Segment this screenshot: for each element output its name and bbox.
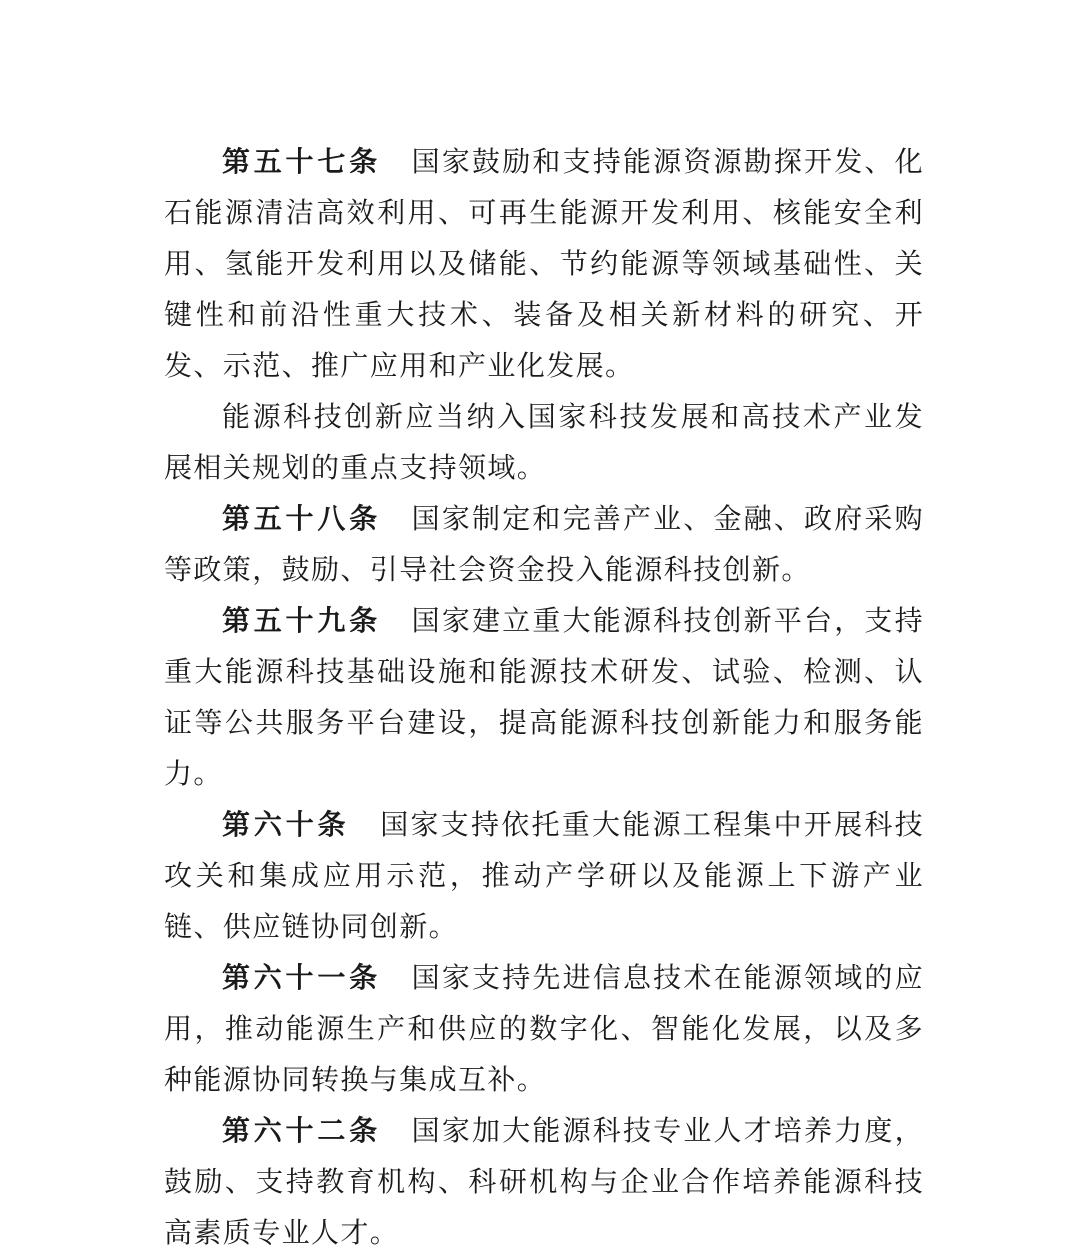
article-number: 第五十八条 xyxy=(222,502,381,535)
article-text: 国家支持先进信息技术在能源领域的应用，推动能源生产和供应的数字化、智能化发展，以及多种能源协同转换与集成互补。 xyxy=(164,961,924,1096)
document-body xyxy=(164,136,924,1258)
article-57-paragraph xyxy=(164,136,924,391)
article-59-paragraph xyxy=(164,595,924,799)
article-57-continuation-paragraph xyxy=(164,391,924,493)
article-text: 国家建立重大能源科技创新平台，支持重大能源科技基础设施和能源技术研发、试验、检测、认证等公共服务平台建设，提高能源科技创新能力和服务能力。 xyxy=(164,604,924,790)
paragraph-text: 能源科技创新应当纳入国家科技发展和高技术产业发展相关规划的重点支持领域。 xyxy=(164,400,924,484)
article-61-paragraph xyxy=(164,952,924,1105)
article-text: 国家支持依托重大能源工程集中开展科技攻关和集成应用示范，推动产学研以及能源上下游产业链、供应链协同创新。 xyxy=(164,808,924,943)
article-number: 第六十一条 xyxy=(222,961,381,994)
article-number: 第六十条 xyxy=(222,808,350,841)
article-text: 国家加大能源科技专业人才培养力度，鼓励、支持教育机构、科研机构与企业合作培养能源科技高素质专业人才。 xyxy=(164,1114,924,1249)
article-number: 第六十二条 xyxy=(222,1114,381,1147)
article-60-paragraph xyxy=(164,799,924,952)
article-58-paragraph xyxy=(164,493,924,595)
article-text: 国家制定和完善产业、金融、政府采购等政策，鼓励、引导社会资金投入能源科技创新。 xyxy=(164,502,924,586)
article-text: 国家鼓励和支持能源资源勘探开发、化石能源清洁高效利用、可再生能源开发利用、核能安全利用、氢能开发利用以及储能、节约能源等领域基础性、关键性和前沿性重大技术、装备及相关新材料的研究、开发、示范、推广应用和产业化发展。 xyxy=(164,145,924,382)
article-number: 第五十七条 xyxy=(222,145,381,178)
article-number: 第五十九条 xyxy=(222,604,381,637)
article-62-paragraph xyxy=(164,1105,924,1258)
